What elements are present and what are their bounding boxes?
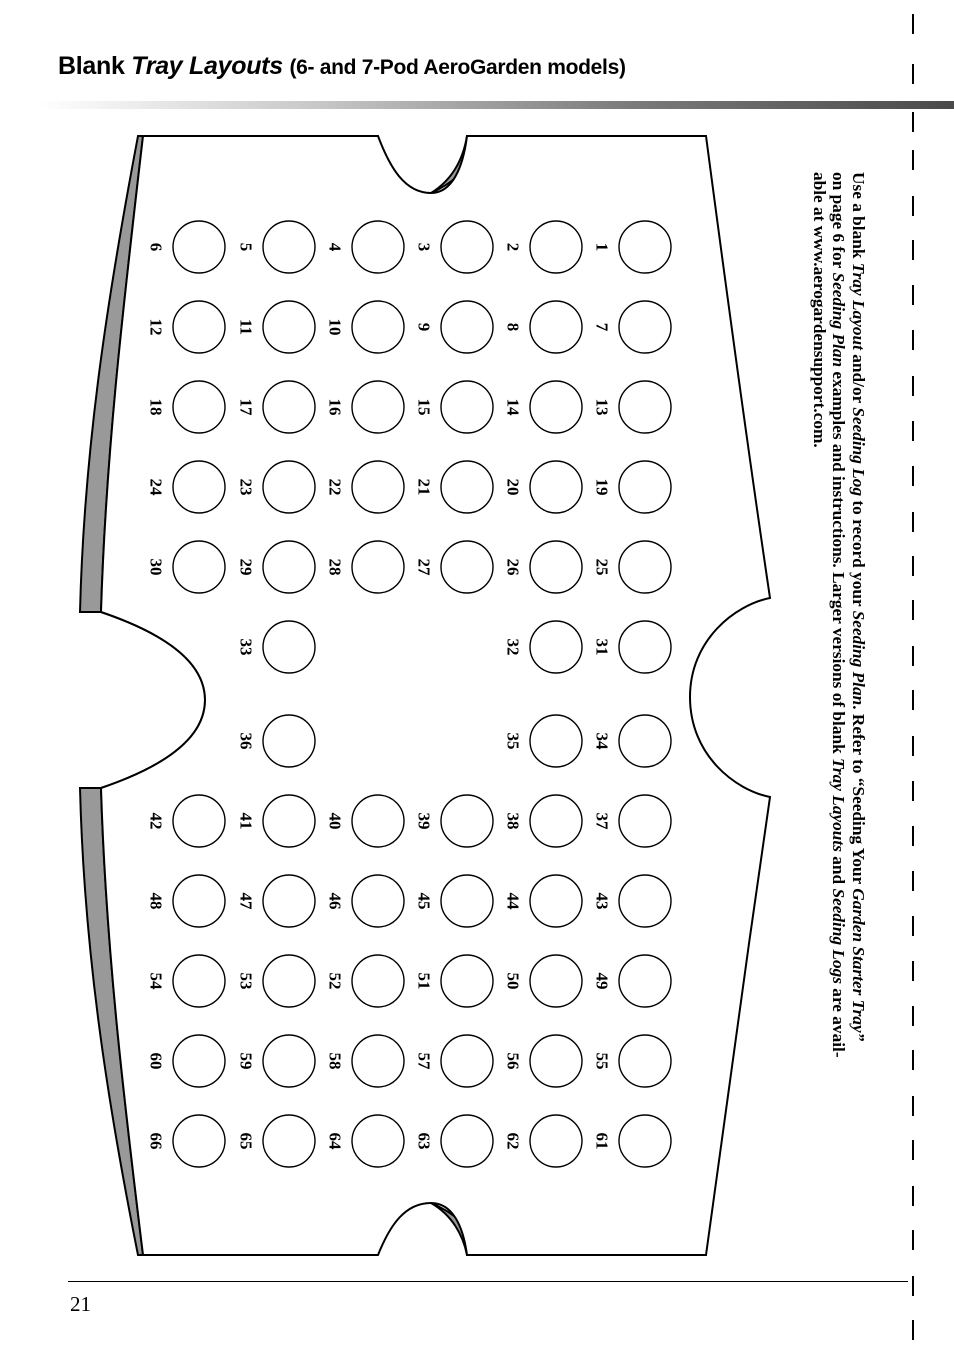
pod-59-label: 59 (236, 1052, 256, 1070)
pod-4-circle (352, 221, 404, 273)
pod-33-circle (263, 621, 315, 673)
pod-2-label: 2 (503, 242, 523, 252)
pod-5-label: 5 (236, 242, 256, 252)
pod-24-circle (173, 461, 225, 513)
pod-28-label: 28 (325, 558, 345, 576)
pod-64-circle (352, 1115, 404, 1167)
pod-30-circle (173, 541, 225, 593)
instructions-line-1 (849, 172, 869, 1240)
instr-s4: Seeding Log (849, 407, 868, 497)
title-italic: Tray Layouts (131, 52, 283, 80)
pod-61-circle (619, 1115, 671, 1167)
pod-47-label: 47 (236, 892, 256, 910)
instr-s12: Tray Layouts (829, 758, 849, 852)
pod-63-label: 63 (414, 1132, 434, 1150)
pod-53-label: 53 (236, 972, 256, 990)
pod-26-circle (530, 541, 582, 593)
instructions-line-3 (810, 172, 830, 1240)
pod-21-label: 21 (414, 478, 434, 496)
pod-35-circle (530, 715, 582, 767)
pod-38-label: 38 (503, 812, 523, 830)
pod-36-circle (263, 715, 315, 767)
pod-29-circle (263, 541, 315, 593)
title-word: Blank (58, 52, 125, 80)
pod-7-label: 7 (592, 322, 612, 332)
pod-14-label: 14 (503, 398, 523, 416)
pod-8-label: 8 (503, 322, 523, 332)
pod-50-label: 50 (503, 972, 523, 990)
pod-30-label: 30 (146, 558, 166, 576)
pod-41-circle (263, 795, 315, 847)
pod-65-circle (263, 1115, 315, 1167)
pod-18-circle (173, 381, 225, 433)
pod-52-circle (352, 955, 404, 1007)
pod-48-circle (173, 875, 225, 927)
pod-60-circle (173, 1035, 225, 1087)
footer-rule (68, 1281, 908, 1282)
pod-58-label: 58 (325, 1052, 345, 1070)
pod-57-label: 57 (414, 1052, 434, 1070)
pod-36-label: 36 (236, 732, 256, 750)
pod-25-circle (619, 541, 671, 593)
pod-27-circle (441, 541, 493, 593)
pod-44-circle (530, 875, 582, 927)
pod-15-circle (441, 381, 493, 433)
pod-41-label: 41 (236, 812, 256, 830)
pod-22-circle (352, 461, 404, 513)
pod-14-circle (530, 381, 582, 433)
pod-45-circle (441, 875, 493, 927)
pod-53-circle (263, 955, 315, 1007)
pod-51-circle (441, 955, 493, 1007)
pod-20-circle (530, 461, 582, 513)
instr-s7: . Refer to “Seeding Your (849, 705, 868, 889)
instr-s15: are avail- (829, 983, 849, 1058)
pod-31-label: 31 (592, 638, 612, 656)
pod-32-label: 32 (503, 638, 523, 656)
pod-22-label: 22 (325, 478, 345, 496)
pod-49-circle (619, 955, 671, 1007)
pod-2-circle (530, 221, 582, 273)
pod-52-label: 52 (325, 972, 345, 990)
instr-s5: to record your (849, 496, 868, 611)
page-number: 21 (70, 1292, 91, 1316)
pod-43-circle (619, 875, 671, 927)
instr-s8: Garden Starter Tray” (849, 888, 868, 1042)
instr-s6: Seeding Plan (849, 610, 868, 706)
pod-40-label: 40 (325, 812, 345, 830)
pod-13-circle (619, 381, 671, 433)
pod-6-label: 6 (146, 242, 166, 252)
pod-55-circle (619, 1035, 671, 1087)
instr-s13: and (829, 851, 849, 889)
pod-12-label: 12 (146, 318, 166, 336)
pod-29-label: 29 (236, 558, 256, 576)
pod-19-label: 19 (592, 478, 612, 496)
pod-42-label: 42 (146, 812, 166, 830)
pod-23-circle (263, 461, 315, 513)
pod-3-circle (441, 221, 493, 273)
pod-5-circle (263, 221, 315, 273)
pod-65-label: 65 (236, 1132, 256, 1150)
pod-10-label: 10 (325, 318, 345, 336)
title-subtitle: (6- and 7-Pod AeroGarden models) (289, 56, 626, 79)
pod-40-circle (352, 795, 404, 847)
pod-37-label: 37 (592, 812, 612, 830)
pod-39-circle (441, 795, 493, 847)
pod-62-circle (530, 1115, 582, 1167)
pod-39-label: 39 (414, 812, 434, 830)
pod-38-circle (530, 795, 582, 847)
pod-7-circle (619, 301, 671, 353)
pod-64-label: 64 (325, 1132, 345, 1150)
pod-26-label: 26 (503, 558, 523, 576)
pod-9-circle (441, 301, 493, 353)
pod-15-label: 15 (414, 398, 434, 416)
pod-4-label: 4 (325, 242, 345, 252)
pod-61-label: 61 (592, 1132, 612, 1150)
instr-s1: Use a blank (849, 172, 868, 263)
pod-58-circle (352, 1035, 404, 1087)
pod-50-circle (530, 955, 582, 1007)
pod-27-label: 27 (414, 558, 434, 576)
pod-66-label: 66 (146, 1132, 166, 1150)
pod-25-label: 25 (592, 558, 612, 576)
instr-s11: examples and instructions. Larger versions of blank (829, 367, 849, 759)
pod-6-circle (173, 221, 225, 273)
pod-45-label: 45 (414, 892, 434, 910)
pod-44-label: 44 (503, 892, 523, 910)
instr-s16: able at www.aerogardensupport.com. (810, 172, 829, 448)
pod-54-circle (173, 955, 225, 1007)
pod-28-circle (352, 541, 404, 593)
pod-59-circle (263, 1035, 315, 1087)
instr-s10: Seeding Plan (829, 272, 849, 368)
pod-55-label: 55 (592, 1052, 612, 1070)
instr-s2: Tray Layout (849, 262, 868, 350)
pod-56-label: 56 (503, 1052, 523, 1070)
pod-20-label: 20 (503, 478, 523, 496)
pod-1-label: 1 (592, 242, 612, 252)
pod-66-circle (173, 1115, 225, 1167)
pod-33-label: 33 (236, 638, 256, 656)
pod-13-label: 13 (592, 398, 612, 416)
pod-11-label: 11 (236, 318, 256, 336)
pod-49-label: 49 (592, 972, 612, 990)
pod-57-circle (441, 1035, 493, 1087)
pod-60-label: 60 (146, 1052, 166, 1070)
pod-54-label: 54 (146, 972, 166, 990)
instructions-line-2 (829, 172, 849, 1240)
pod-12-circle (173, 301, 225, 353)
pod-47-circle (263, 875, 315, 927)
pod-19-circle (619, 461, 671, 513)
pod-34-label: 34 (592, 732, 612, 750)
pod-21-circle (441, 461, 493, 513)
pod-46-circle (352, 875, 404, 927)
pod-9-label: 9 (414, 322, 434, 332)
pod-32-circle (530, 621, 582, 673)
pod-24-label: 24 (146, 478, 166, 496)
pod-18-label: 18 (146, 398, 166, 416)
pod-56-circle (530, 1035, 582, 1087)
pod-17-circle (263, 381, 315, 433)
pod-31-circle (619, 621, 671, 673)
pod-16-circle (352, 381, 404, 433)
pod-8-circle (530, 301, 582, 353)
pod-3-label: 3 (414, 242, 434, 252)
pod-23-label: 23 (236, 478, 256, 496)
pod-16-label: 16 (325, 398, 345, 416)
pod-34-circle (619, 715, 671, 767)
pod-10-circle (352, 301, 404, 353)
pod-63-circle (441, 1115, 493, 1167)
instr-s14: Seeding Logs (829, 888, 849, 984)
instr-s9: on page 6 for (829, 172, 849, 273)
pod-42-circle (173, 795, 225, 847)
instructions-text (810, 172, 869, 1240)
pod-17-label: 17 (236, 398, 256, 416)
pod-11-circle (263, 301, 315, 353)
pod-46-label: 46 (325, 892, 345, 910)
pod-43-label: 43 (592, 892, 612, 910)
pod-62-label: 62 (503, 1132, 523, 1150)
pod-48-label: 48 (146, 892, 166, 910)
instr-s3: and/or (849, 349, 868, 408)
pod-51-label: 51 (414, 972, 434, 990)
pod-35-label: 35 (503, 732, 523, 750)
pod-1-circle (619, 221, 671, 273)
pod-37-circle (619, 795, 671, 847)
